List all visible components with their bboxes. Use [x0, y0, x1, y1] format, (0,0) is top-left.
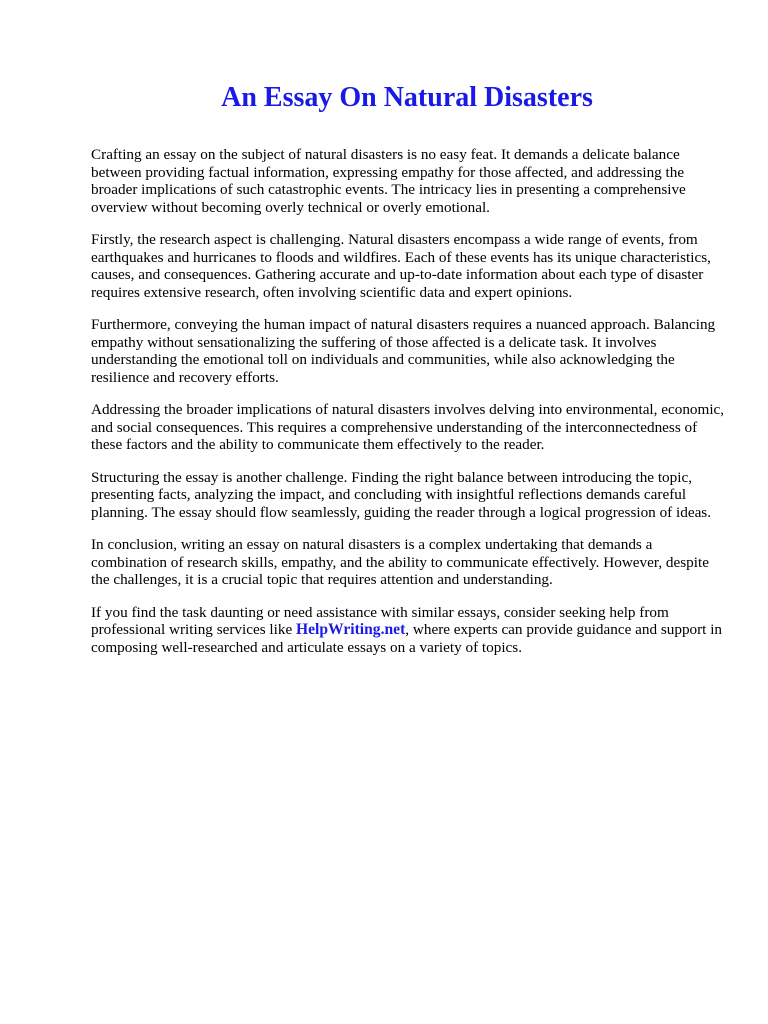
essay-body	[91, 146, 729, 671]
paragraph-research: Firstly, the research aspect is challenging. Natural disasters encompass a wide range of events, from earthquakes and hurricanes to floods and wildfires. Each of these events has its unique characteristics, causes, and consequences. Gathering accurate and up-to-date information about each type of disaster requires extensive research, often involving scientific data and expert opinions.	[91, 231, 711, 301]
paragraph-human-impact: Furthermore, conveying the human impact of natural disasters requires a nuanced approach. Balancing empathy without sensationalizing the suffering of those affected is a delicate task. It involves understanding the emotional toll on individuals and communities, while also acknowledging the resilience and recovery efforts.	[91, 316, 716, 386]
paragraph-conclusion: In conclusion, writing an essay on natural disasters is a complex undertaking that demands a combination of research skills, empathy, and the ability to communicate effectively. However, despite the challenges, it is a crucial topic that requires attention and understanding.	[91, 536, 709, 588]
paragraph-structuring: Structuring the essay is another challenge. Finding the right balance between introducing the topic, presenting facts, analyzing the impact, and concluding with insightful reflections demands careful planning. The essay should flow seamlessly, guiding the reader through a logical progression of ideas.	[91, 468, 712, 521]
help-text-before-link: If you find the task daunting or need assistance with similar essays, consider seeking help from professional writing services like	[91, 603, 669, 638]
paragraph-broader-implications: Addressing the broader implications of natural disasters involves delving into environmental, economic, and social consequences. This requires a comprehensive understanding of the interconnectedness of these factors and the ability to communicate them effectively to the reader.	[91, 401, 725, 453]
document-title: An Essay On Natural Disasters	[221, 82, 593, 113]
help-text-after-link: , where experts can provide guidance and support in composing well-researched and articulate essays on a variety of topics.	[91, 621, 723, 656]
helpwriting-link[interactable]: HelpWriting.net	[295, 621, 406, 638]
paragraph-intro: Crafting an essay on the subject of natural disasters is no easy feat. It demands a delicate balance between providing factual information, expressing empathy for those affected, and addressing the broader implications of such catastrophic events. The intricacy lies in presenting a comprehensive overview without becoming overly technical or overly emotional.	[91, 146, 686, 216]
paragraph-help	[91, 604, 729, 657]
